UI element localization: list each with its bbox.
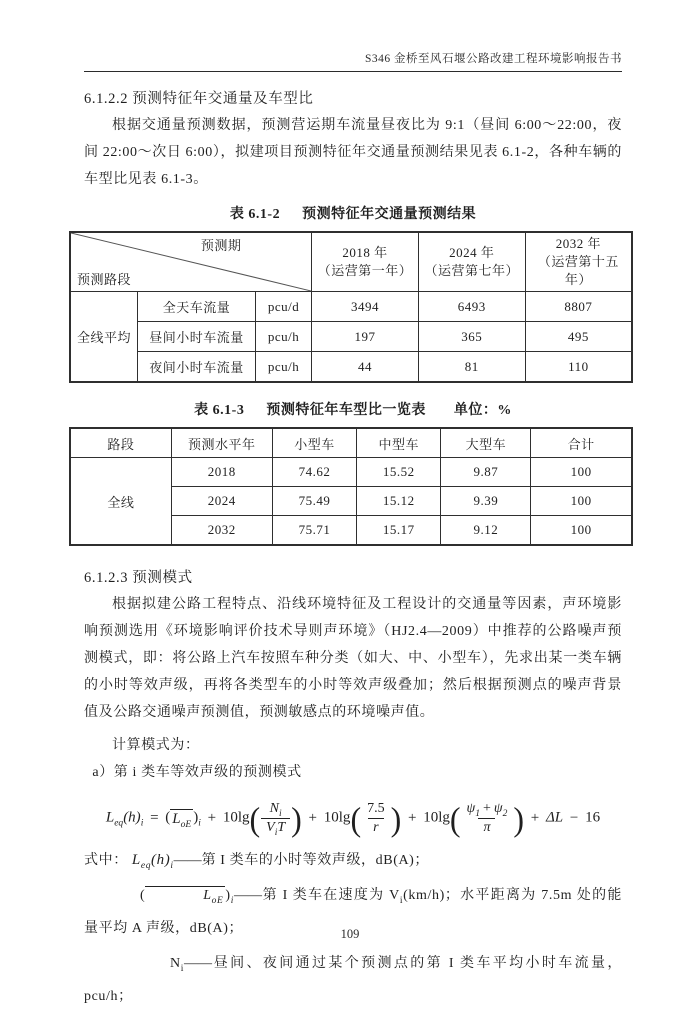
column-header-2032: 2032 年 （运营第十五年） (525, 232, 632, 292)
table2-caption-title: 预测特征年车型比一览表 (266, 403, 426, 418)
value-cell: 15.52 (357, 458, 441, 487)
metric-cell: 昼间小时车流量 (137, 322, 255, 352)
year-cell: 2018 (171, 458, 272, 487)
value-cell: 81 (418, 352, 525, 383)
value-cell: 3494 (312, 292, 419, 322)
table1-caption (84, 203, 622, 223)
metric-cell: 夜间小时车流量 (137, 352, 255, 383)
unit-cell: pcu/d (255, 292, 311, 322)
report-title: S346 金桥至风石堰公路改建工程环境影响报告书 (364, 53, 622, 65)
column-header-medium: 中型车 (357, 428, 441, 458)
section-heading-6123: 6.1.2.3 预测模式 (84, 570, 193, 586)
year-cell: 2032 (171, 516, 272, 546)
paragraph-prediction-mode: 根据拟建公路工程特点、沿线环境特征及工程设计的交通量等因素，声环境影响预测选用《环境影响评价技术导则声环境》（HJ2.4—2009）中推荐的公路噪声预测模式，即：将公路上汽车按照车种分类（如大、中、小型车），先求出某一类车辆的小时等效声级，再将各类型车的小时等效声级叠加；然后根据预测点的噪声背景值及公路交通噪声预测值，预测敏感点的环境噪声值。 (84, 597, 622, 720)
row-group-label: 全线平均 (70, 292, 137, 383)
definition-l0e: ( $L_{oE}$ )$_i——$第 I 类车在速度为 $V_i(km/h)$；水平距离为 7.5m 处的能量平均 A 声级，dB(A)； (84, 888, 622, 936)
diagonal-header-bottom: 预测路段 (77, 272, 132, 287)
value-cell: 15.12 (357, 487, 441, 516)
column-header-road: 路段 (70, 428, 171, 458)
table-header-row (70, 428, 632, 458)
overline-L0E: $L_{oE}$ (145, 886, 225, 903)
table1-caption-label: 表 6.1-2 (229, 207, 281, 222)
column-header-2018: 2018 年 （运营第一年） (312, 232, 419, 292)
unit-cell: pcu/h (255, 352, 311, 383)
year-cell: 2024 (171, 487, 272, 516)
value-cell: 197 (312, 322, 419, 352)
formula-equivalent-sound-level: $L_{eq}(h)_i$ = ( $L_{oE}$ )$_i + 10\lg$( $\frac{N_i}{V_iT}$ ) + 10lg( $\frac{7.5}{r}$ ) + 10lg( $\frac{\psi_1 + \psi_2}{\pi}$ ) + ΔL − 16 (105, 800, 601, 838)
table-row (70, 352, 632, 383)
table1-caption-title: 预测特征年交通量预测结果 (302, 207, 477, 222)
value-cell: 495 (525, 322, 632, 352)
section-heading-6122: 6.1.2.2 预测特征年交通量及车型比 (84, 91, 314, 107)
table-row (70, 232, 632, 292)
unit-cell: pcu/h (255, 322, 311, 352)
fraction-psi-pi: $\frac{\psi_1 + \psi_2}{\pi}$ (466, 801, 508, 835)
definition-ni: $N_i——$昼间、夜间通过某个预测点的第 I 类车平均小时车流量，pcu/h； (84, 956, 622, 1004)
value-cell: 365 (418, 322, 525, 352)
value-cell: 74.62 (272, 458, 356, 487)
table-row (70, 322, 632, 352)
value-cell: 9.12 (441, 516, 531, 546)
value-cell: 6493 (418, 292, 525, 322)
calc-mode-line: 计算模式为： (112, 738, 200, 753)
value-cell: 8807 (525, 292, 632, 322)
table-row (70, 458, 632, 487)
value-cell: 75.71 (272, 516, 356, 546)
paragraph-traffic-intro: 根据交通量预测数据，预测营运期车流量昼夜比为 9:1（昼间 6:00～22:00，夜间 22:00～次日 6:00），拟建项目预测特征年交通量预测结果见表 6.1-2，各种车辆的车型比见表 6.1-3。 (84, 118, 622, 187)
column-header-2024: 2024 年 （运营第七年） (418, 232, 525, 292)
definition-leq: 式中： $L_{eq}(h)_i——$第 I 类车的小时等效声级，dB(A)； (84, 852, 430, 871)
table2-caption-label: 表 6.1-3 (194, 403, 245, 418)
column-header-year: 预测水平年 (171, 428, 272, 458)
page-number: 109 (340, 927, 360, 941)
value-cell: 9.87 (441, 458, 531, 487)
table2-caption (84, 399, 622, 419)
row-group-label: 全线 (70, 458, 171, 546)
column-header-large: 大型车 (441, 428, 531, 458)
fraction-N-VT: $\frac{N_i}{V_iT}$ (261, 800, 290, 836)
value-cell: 100 (531, 487, 632, 516)
value-cell: 75.49 (272, 487, 356, 516)
page-header (84, 50, 622, 72)
metric-cell: 全天车流量 (137, 292, 255, 322)
table-vehicle-type-ratio (69, 427, 633, 546)
table-traffic-forecast (69, 231, 633, 383)
table-row (70, 292, 632, 322)
value-cell: 15.17 (357, 516, 441, 546)
diagonal-header-cell (70, 232, 312, 292)
overline-L0E: $L_{oE}$ (172, 810, 192, 830)
fraction-7.5-r: $\frac{7.5}{r}$ (367, 801, 385, 835)
column-header-total: 合计 (531, 428, 632, 458)
value-cell: 100 (531, 516, 632, 546)
diagonal-header-top: 预测期 (200, 238, 242, 253)
value-cell: 44 (312, 352, 419, 383)
table2-caption-unit: 单位：% (453, 403, 512, 418)
value-cell: 110 (525, 352, 632, 383)
column-header-small: 小型车 (272, 428, 356, 458)
value-cell: 100 (531, 458, 632, 487)
item-a-line: a）第 i 类车等效声级的预测模式 (92, 765, 302, 780)
value-cell: 9.39 (441, 487, 531, 516)
